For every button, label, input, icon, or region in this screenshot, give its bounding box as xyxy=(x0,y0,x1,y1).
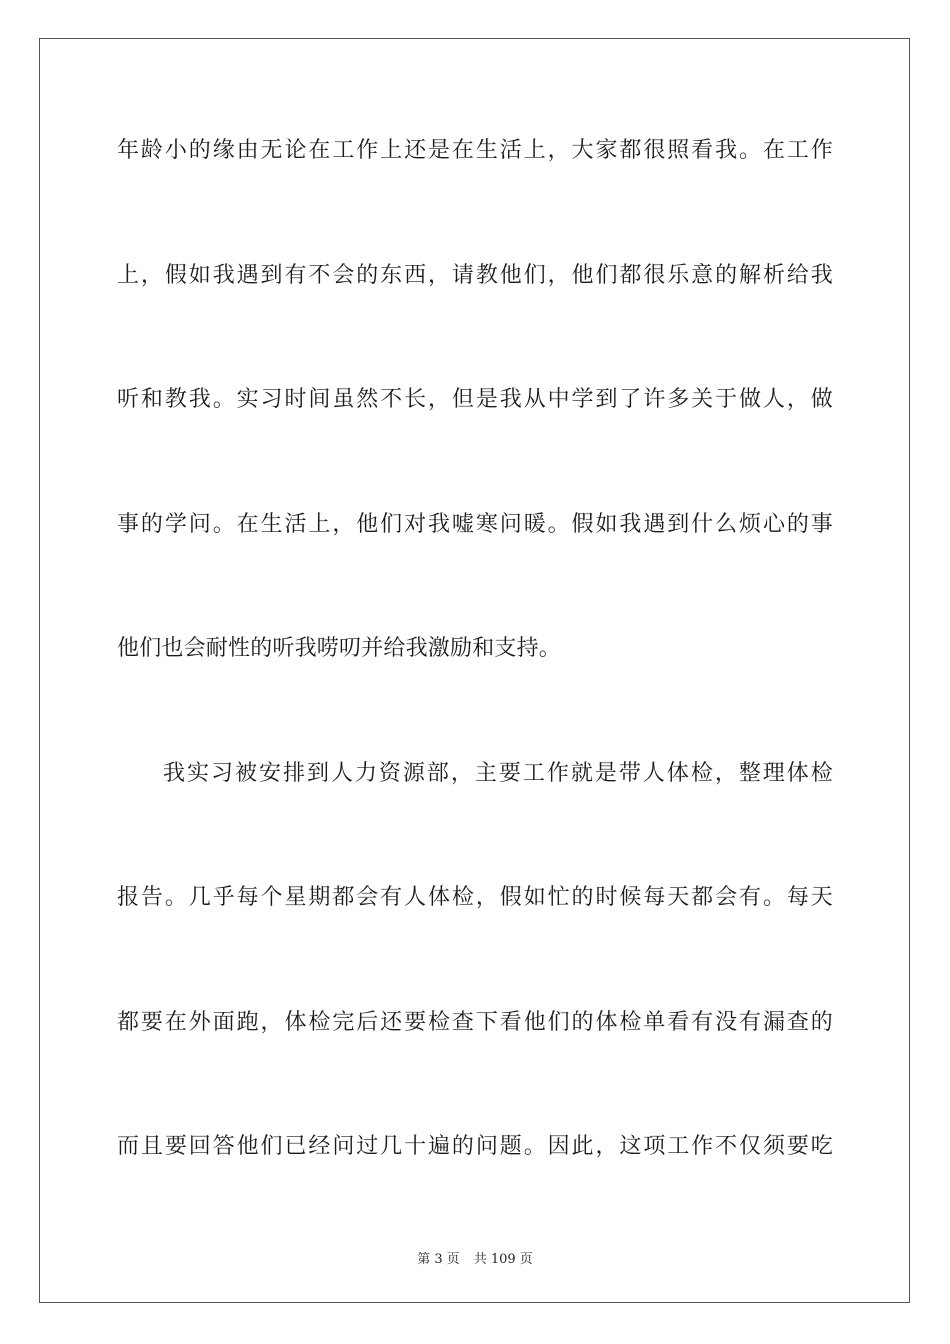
paragraph-line: 而且要回答他们已经问过几十遍的问题。因此，这项工作不仅须要吃 xyxy=(117,1134,833,1159)
paragraph-line: 报告。几乎每个星期都会有人体检，假如忙的时候每天都会有。每天 xyxy=(117,885,833,910)
paragraph-line: 事的学问。在生活上，他们对我嘘寒问暖。假如我遇到什么烦心的事 xyxy=(117,512,833,537)
paragraph-line: 都要在外面跑，体检完后还要检查下看他们的体检单看有没有漏查的 xyxy=(117,1010,833,1035)
paragraph-line: 他们也会耐性的听我唠叨并给我激励和支持。 xyxy=(117,636,562,661)
paragraph-line: 听和教我。实习时间虽然不长，但是我从中学到了许多关于做人，做 xyxy=(117,387,833,412)
page-number: 第 3 页 xyxy=(417,1252,460,1267)
paragraph-line: 我实习被安排到人力资源部，主要工作就是带人体检，整理体检 xyxy=(163,761,833,786)
paragraph-line: 年龄小的缘由无论在工作上还是在生活上，大家都很照看我。在工作 xyxy=(117,138,833,163)
page-footer xyxy=(0,1248,950,1267)
paragraph-line: 上，假如我遇到有不会的东西，请教他们，他们都很乐意的解析给我 xyxy=(117,263,833,288)
total-pages: 共 109 页 xyxy=(473,1252,533,1267)
page-border xyxy=(39,38,910,1303)
